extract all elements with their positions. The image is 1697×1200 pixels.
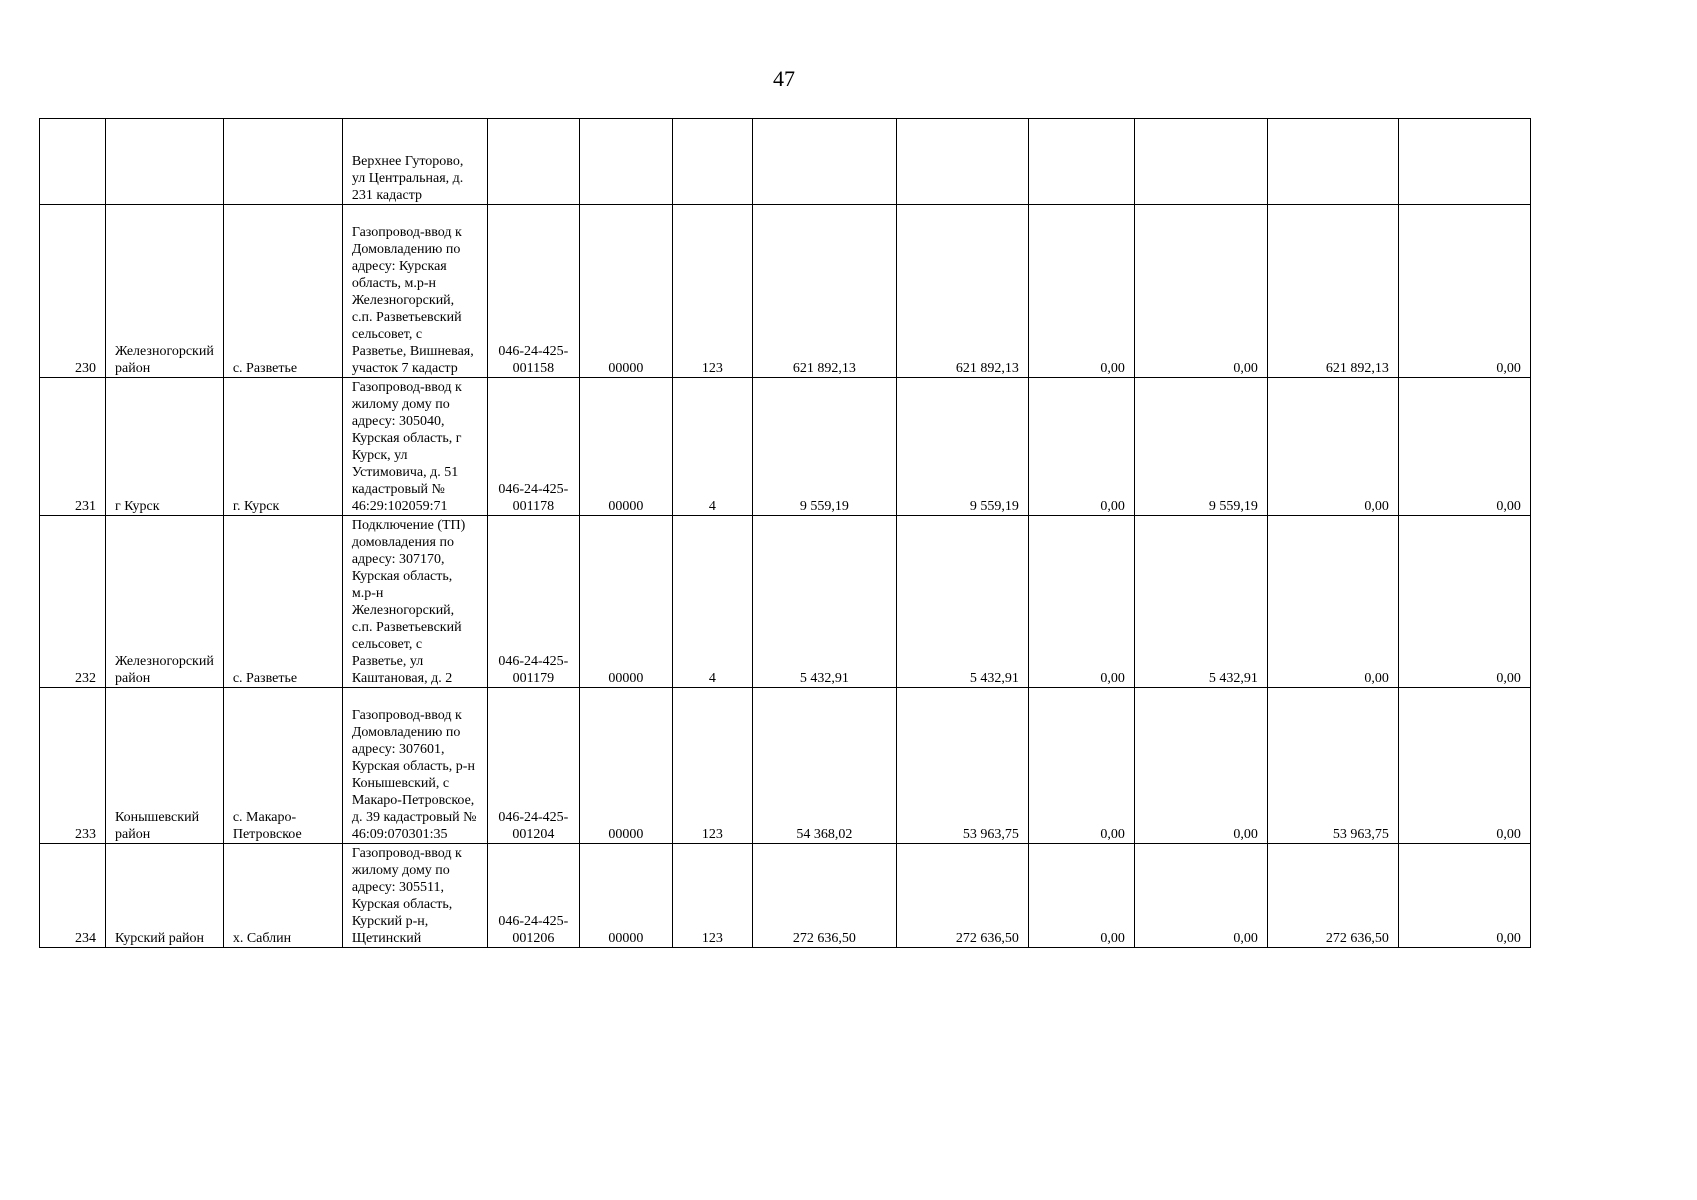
value-cell-4: 5 432,91: [1134, 516, 1267, 688]
value-cell-1: 54 368,02: [752, 688, 896, 844]
settlement-cell: [223, 119, 342, 205]
object-description-cell: Газопровод-ввод к Домовладению по адресу: 307601, Курская область, р-н Конышевский, с Макаро-Петровское, д. 39 кадастровый № 46:09:070301:35: [342, 688, 487, 844]
value-cell-3: [1028, 119, 1134, 205]
row-number-cell: 232: [40, 516, 106, 688]
value-cell-4: 0,00: [1134, 844, 1267, 948]
row-number-cell: [40, 119, 106, 205]
object-description-cell: Газопровод-ввод к Домовладению по адресу: Курская область, м.р-н Железногорский, с.п. Разветьевский сельсовет, с Разветье, Вишневая, участок 7 кадастр: [342, 205, 487, 378]
inventory-code-cell: 046-24-425-001178: [487, 378, 579, 516]
row-number-cell: 234: [40, 844, 106, 948]
value-cell-1: 5 432,91: [752, 516, 896, 688]
district-cell: [106, 119, 224, 205]
value-cell-6: 0,00: [1398, 844, 1530, 948]
value-cell-6: 0,00: [1398, 516, 1530, 688]
district-cell: г Курск: [106, 378, 224, 516]
value-cell-6: 0,00: [1398, 378, 1530, 516]
okof-code-cell: [579, 119, 672, 205]
value-cell-6: 0,00: [1398, 205, 1530, 378]
okof-code-cell: 00000: [579, 378, 672, 516]
district-cell: Железногорский район: [106, 205, 224, 378]
value-cell-1: 621 892,13: [752, 205, 896, 378]
value-cell-1: 9 559,19: [752, 378, 896, 516]
table-row: [40, 844, 1531, 948]
value-cell-4: [1134, 119, 1267, 205]
quantity-cell: 123: [672, 688, 752, 844]
row-number-cell: 230: [40, 205, 106, 378]
district-cell: Железногорский район: [106, 516, 224, 688]
value-cell-6: 0,00: [1398, 688, 1530, 844]
settlement-cell: г. Курск: [223, 378, 342, 516]
value-cell-3: 0,00: [1028, 378, 1134, 516]
value-cell-5: 53 963,75: [1267, 688, 1398, 844]
page-number: 47: [773, 66, 795, 91]
value-cell-3: 0,00: [1028, 688, 1134, 844]
object-description-cell: Газопровод-ввод к жилому дому по адресу: 305040, Курская область, г Курск, ул Устимовича, д. 51 кадастровый № 46:29:102059:71: [342, 378, 487, 516]
value-cell-3: 0,00: [1028, 516, 1134, 688]
value-cell-2: [896, 119, 1028, 205]
value-cell-4: 0,00: [1134, 688, 1267, 844]
value-cell-5: 0,00: [1267, 516, 1398, 688]
inventory-code-cell: 046-24-425-001206: [487, 844, 579, 948]
value-cell-1: [752, 119, 896, 205]
registry-table: [39, 118, 1531, 948]
object-description-cell: Газопровод-ввод к жилому дому по адресу: 305511, Курская область, Курский р-н, Щетинский: [342, 844, 487, 948]
value-cell-5: 272 636,50: [1267, 844, 1398, 948]
value-cell-2: 272 636,50: [896, 844, 1028, 948]
quantity-cell: 4: [672, 378, 752, 516]
table-row: [40, 378, 1531, 516]
value-cell-5: [1267, 119, 1398, 205]
value-cell-3: 0,00: [1028, 844, 1134, 948]
value-cell-2: 621 892,13: [896, 205, 1028, 378]
okof-code-cell: 00000: [579, 688, 672, 844]
inventory-code-cell: [487, 119, 579, 205]
settlement-cell: х. Саблин: [223, 844, 342, 948]
table-row: [40, 688, 1531, 844]
table-row: [40, 205, 1531, 378]
value-cell-3: 0,00: [1028, 205, 1134, 378]
value-cell-2: 53 963,75: [896, 688, 1028, 844]
object-description-cell: Подключение (ТП) домовладения по адресу: 307170, Курская область, м.р-н Железногорский, с.п. Разветьевский сельсовет, с Разветье, ул Каштановая, д. 2: [342, 516, 487, 688]
table-row: [40, 119, 1531, 205]
value-cell-6: [1398, 119, 1530, 205]
okof-code-cell: 00000: [579, 205, 672, 378]
row-number-cell: 233: [40, 688, 106, 844]
value-cell-5: 0,00: [1267, 378, 1398, 516]
settlement-cell: с. Разветье: [223, 516, 342, 688]
okof-code-cell: 00000: [579, 516, 672, 688]
district-cell: Конышевский район: [106, 688, 224, 844]
inventory-code-cell: 046-24-425-001158: [487, 205, 579, 378]
value-cell-2: 5 432,91: [896, 516, 1028, 688]
table-row: [40, 516, 1531, 688]
okof-code-cell: 00000: [579, 844, 672, 948]
object-description-cell: Верхнее Гуторово, ул Центральная, д. 231 кадастр: [342, 119, 487, 205]
settlement-cell: с. Макаро-Петровское: [223, 688, 342, 844]
district-cell: Курский район: [106, 844, 224, 948]
quantity-cell: 123: [672, 844, 752, 948]
value-cell-5: 621 892,13: [1267, 205, 1398, 378]
quantity-cell: 123: [672, 205, 752, 378]
inventory-code-cell: 046-24-425-001179: [487, 516, 579, 688]
value-cell-4: 0,00: [1134, 205, 1267, 378]
value-cell-4: 9 559,19: [1134, 378, 1267, 516]
settlement-cell: с. Разветье: [223, 205, 342, 378]
value-cell-2: 9 559,19: [896, 378, 1028, 516]
value-cell-1: 272 636,50: [752, 844, 896, 948]
quantity-cell: 4: [672, 516, 752, 688]
inventory-code-cell: 046-24-425-001204: [487, 688, 579, 844]
row-number-cell: 231: [40, 378, 106, 516]
quantity-cell: [672, 119, 752, 205]
